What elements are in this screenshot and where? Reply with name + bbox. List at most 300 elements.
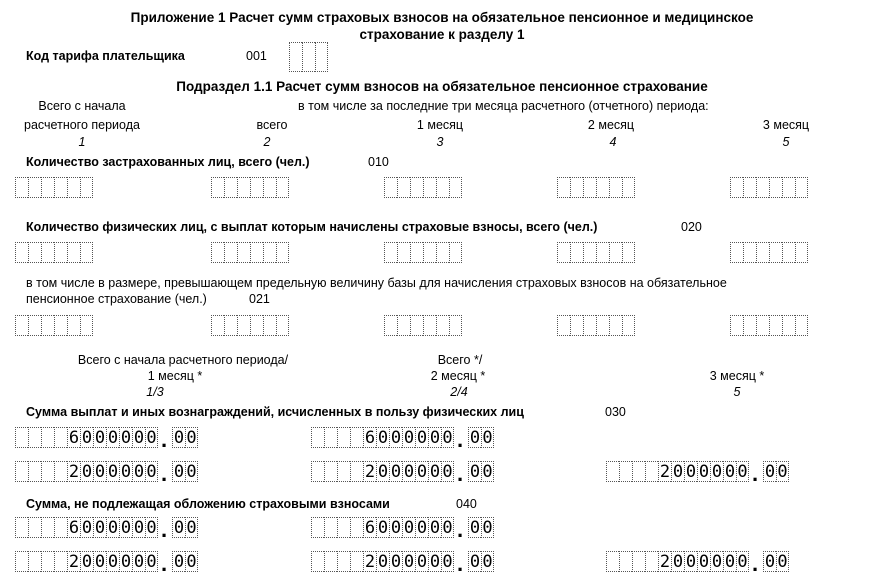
row030-col1-a-decimal[interactable] (172, 427, 198, 448)
input-cell[interactable] (350, 517, 363, 538)
row040-col2-a-decimal[interactable] (468, 517, 494, 538)
input-cell[interactable] (250, 315, 263, 336)
input-cell[interactable]: 2 (659, 552, 671, 572)
row020-inputs-col3[interactable] (384, 242, 462, 263)
input-cell[interactable]: 6 (364, 518, 376, 538)
input-cell[interactable] (41, 242, 54, 263)
row021-code: 021 (249, 292, 270, 306)
input-cell[interactable] (28, 551, 41, 572)
input-cell[interactable] (619, 461, 632, 482)
input-cell[interactable]: 0 (442, 462, 453, 482)
input-cell[interactable]: 0 (711, 462, 723, 482)
input-cell[interactable] (769, 315, 782, 336)
input-cell[interactable]: 0 (698, 552, 710, 572)
col2-3-line2: 3 месяц * (709, 369, 765, 383)
input-cell[interactable] (570, 177, 583, 198)
input-cell[interactable] (410, 315, 423, 336)
input-cell[interactable] (795, 315, 808, 336)
input-cell[interactable]: 0 (133, 462, 145, 482)
input-cell[interactable] (606, 551, 619, 572)
row010-inputs-col3[interactable] (384, 177, 462, 198)
decimal-separator: . (457, 551, 464, 576)
row010-inputs-col1[interactable] (15, 177, 93, 198)
input-cell[interactable] (80, 315, 93, 336)
col2-2-line2: 2 месяц * (430, 369, 486, 383)
input-cell[interactable]: 0 (133, 518, 145, 538)
input-cell[interactable] (782, 315, 795, 336)
input-cell[interactable]: 0 (777, 552, 788, 572)
decimal-separator: . (161, 551, 168, 576)
input-cell[interactable]: 0 (416, 518, 428, 538)
col-num-1: 1 (78, 135, 86, 149)
input-cell[interactable]: 0 (442, 428, 453, 448)
col-total-line1: Всего с начала (38, 99, 126, 113)
row040-col1-b-decimal[interactable] (172, 551, 198, 572)
input-cell[interactable] (315, 42, 328, 72)
input-cell[interactable] (337, 461, 350, 482)
input-cell[interactable] (609, 177, 622, 198)
row020-inputs-col2[interactable] (211, 242, 289, 263)
row040-code: 040 (456, 497, 477, 511)
input-cell[interactable] (583, 315, 596, 336)
tariff-label: Код тарифа плательщика (26, 49, 185, 63)
subsection-title: Подраздел 1.1 Расчет сумм взносов на обязательное пенсионное страхование (176, 79, 708, 94)
input-cell[interactable] (570, 242, 583, 263)
input-cell[interactable] (263, 315, 276, 336)
input-cell[interactable] (645, 461, 658, 482)
row020-inputs-col1[interactable] (15, 242, 93, 263)
input-cell[interactable] (410, 177, 423, 198)
input-cell[interactable] (632, 551, 645, 572)
input-cell[interactable] (54, 427, 67, 448)
input-cell[interactable] (41, 427, 54, 448)
col2-1-num: 1/3 (146, 385, 164, 399)
input-cell[interactable]: 0 (764, 552, 776, 572)
input-cell[interactable] (276, 177, 289, 198)
input-cell[interactable] (41, 177, 54, 198)
input-cell[interactable] (609, 315, 622, 336)
input-cell[interactable]: 0 (186, 462, 197, 482)
input-cell[interactable]: 0 (146, 428, 157, 448)
input-cell[interactable] (224, 315, 237, 336)
row021-inputs-col3[interactable] (384, 315, 462, 336)
input-cell[interactable]: 0 (724, 462, 736, 482)
row030-col2-b-integer[interactable] (311, 461, 454, 482)
input-cell[interactable]: 0 (146, 552, 157, 572)
input-cell[interactable]: 0 (403, 552, 415, 572)
input-cell[interactable]: 0 (724, 552, 736, 572)
input-cell[interactable] (632, 461, 645, 482)
input-cell[interactable] (54, 242, 67, 263)
input-cell[interactable] (41, 517, 54, 538)
input-cell[interactable]: 0 (685, 462, 697, 482)
input-cell[interactable] (410, 242, 423, 263)
input-cell[interactable]: 0 (120, 518, 132, 538)
input-cell[interactable]: 6 (364, 428, 376, 448)
input-cell[interactable] (557, 177, 570, 198)
input-cell[interactable]: 0 (107, 428, 119, 448)
input-cell[interactable] (41, 461, 54, 482)
input-cell[interactable] (384, 177, 397, 198)
input-cell[interactable] (276, 242, 289, 263)
row040-col3-b-integer[interactable] (606, 551, 749, 572)
input-cell[interactable] (609, 242, 622, 263)
input-cell[interactable] (276, 315, 289, 336)
input-cell[interactable] (645, 551, 658, 572)
tariff-code: 001 (246, 49, 267, 63)
input-cell[interactable]: 0 (120, 552, 132, 572)
input-cell[interactable]: 0 (186, 428, 197, 448)
input-cell[interactable] (756, 242, 769, 263)
input-cell[interactable] (311, 461, 324, 482)
input-cell[interactable] (237, 177, 250, 198)
input-cell[interactable] (324, 427, 337, 448)
input-cell[interactable] (622, 242, 635, 263)
input-cell[interactable] (324, 551, 337, 572)
input-cell[interactable] (311, 427, 324, 448)
input-cell[interactable] (67, 315, 80, 336)
input-cell[interactable]: 0 (672, 462, 684, 482)
input-cell[interactable] (449, 177, 462, 198)
input-cell[interactable]: 0 (390, 518, 402, 538)
row030-col1-a-integer[interactable] (15, 427, 158, 448)
input-cell[interactable]: 2 (659, 462, 671, 482)
input-cell[interactable] (782, 177, 795, 198)
input-cell[interactable] (237, 315, 250, 336)
decimal-separator: . (161, 517, 168, 542)
input-cell[interactable]: 0 (107, 552, 119, 572)
decimal-separator: . (161, 461, 168, 486)
input-cell[interactable]: 0 (81, 462, 93, 482)
input-cell[interactable]: 0 (173, 428, 185, 448)
input-cell[interactable] (54, 177, 67, 198)
input-cell[interactable] (80, 177, 93, 198)
input-cell[interactable] (730, 315, 743, 336)
input-cell[interactable]: 0 (737, 552, 748, 572)
input-cell[interactable] (15, 427, 28, 448)
input-cell[interactable] (423, 177, 436, 198)
row021-inputs-col5[interactable] (730, 315, 808, 336)
input-cell[interactable] (570, 315, 583, 336)
input-cell[interactable] (449, 315, 462, 336)
input-cell[interactable]: 0 (186, 552, 197, 572)
input-cell[interactable] (619, 551, 632, 572)
input-cell[interactable] (337, 551, 350, 572)
row020-inputs-col5[interactable] (730, 242, 808, 263)
row010-inputs-col2[interactable] (211, 177, 289, 198)
input-cell[interactable] (583, 242, 596, 263)
input-cell[interactable]: 0 (416, 462, 428, 482)
input-cell[interactable]: 2 (364, 552, 376, 572)
input-cell[interactable]: 0 (94, 428, 106, 448)
input-cell[interactable]: 0 (146, 518, 157, 538)
input-cell[interactable]: 0 (416, 552, 428, 572)
input-cell[interactable] (384, 242, 397, 263)
input-cell[interactable]: 0 (469, 552, 481, 572)
row030-col1-b-decimal[interactable] (172, 461, 198, 482)
input-cell[interactable]: 0 (81, 518, 93, 538)
row020-code: 020 (681, 220, 702, 234)
input-cell[interactable] (730, 177, 743, 198)
input-cell[interactable]: 0 (429, 518, 441, 538)
input-cell[interactable]: 2 (364, 462, 376, 482)
input-cell[interactable]: 0 (120, 428, 132, 448)
input-cell[interactable] (263, 242, 276, 263)
col-vsego: всего (256, 118, 288, 132)
col-month2: 2 месяц (587, 118, 635, 132)
input-cell[interactable] (224, 242, 237, 263)
input-cell[interactable]: 2 (68, 552, 80, 572)
input-cell[interactable] (557, 315, 570, 336)
decimal-separator: . (457, 461, 464, 486)
input-cell[interactable]: 0 (94, 552, 106, 572)
input-cell[interactable]: 0 (186, 518, 197, 538)
col2-1-line2: 1 месяц * (147, 369, 203, 383)
input-cell[interactable] (311, 517, 324, 538)
tariff-input[interactable] (289, 42, 328, 72)
col-num-4: 4 (609, 135, 617, 149)
row040-col2-b-integer[interactable] (311, 551, 454, 572)
input-cell[interactable]: 0 (377, 552, 389, 572)
input-cell[interactable] (302, 42, 315, 72)
input-cell[interactable]: 0 (94, 462, 106, 482)
input-cell[interactable] (324, 461, 337, 482)
input-cell[interactable]: 0 (777, 462, 788, 482)
input-cell[interactable] (211, 315, 224, 336)
input-cell[interactable]: 0 (390, 428, 402, 448)
input-cell[interactable] (769, 242, 782, 263)
input-cell[interactable] (15, 461, 28, 482)
input-cell[interactable] (67, 242, 80, 263)
input-cell[interactable] (67, 177, 80, 198)
input-cell[interactable]: 0 (469, 462, 481, 482)
input-cell[interactable]: 0 (685, 552, 697, 572)
row040-col1-a-integer[interactable] (15, 517, 158, 538)
row040-col1-a-decimal[interactable] (172, 517, 198, 538)
input-cell[interactable] (250, 242, 263, 263)
input-cell[interactable] (596, 177, 609, 198)
input-cell[interactable] (263, 177, 276, 198)
decimal-separator: . (457, 517, 464, 542)
input-cell[interactable]: 0 (146, 462, 157, 482)
col2-3-num: 5 (733, 385, 741, 399)
form-title-line1: Приложение 1 Расчет сумм страховых взносов на обязательное пенсионное и медицинское (130, 10, 754, 25)
input-cell[interactable] (756, 315, 769, 336)
row030-col2-a-decimal[interactable] (468, 427, 494, 448)
input-cell[interactable] (449, 242, 462, 263)
input-cell[interactable]: 0 (377, 462, 389, 482)
input-cell[interactable] (350, 427, 363, 448)
row020-inputs-col4[interactable] (557, 242, 635, 263)
input-cell[interactable] (237, 242, 250, 263)
input-cell[interactable] (324, 517, 337, 538)
input-cell[interactable] (397, 177, 410, 198)
input-cell[interactable] (15, 315, 28, 336)
input-cell[interactable] (622, 315, 635, 336)
row040-col1-b-integer[interactable] (15, 551, 158, 572)
input-cell[interactable] (743, 242, 756, 263)
row040-label: Сумма, не подлежащая обложению страховыми взносами (26, 497, 390, 511)
input-cell[interactable]: 6 (68, 428, 80, 448)
row030-col2-a-integer[interactable] (311, 427, 454, 448)
input-cell[interactable] (54, 551, 67, 572)
input-cell[interactable]: 0 (173, 462, 185, 482)
row010-inputs-col5[interactable] (730, 177, 808, 198)
input-cell[interactable] (782, 242, 795, 263)
input-cell[interactable]: 0 (764, 462, 776, 482)
input-cell[interactable] (337, 517, 350, 538)
input-cell[interactable]: 0 (133, 552, 145, 572)
input-cell[interactable] (28, 315, 41, 336)
input-cell[interactable] (41, 315, 54, 336)
input-cell[interactable] (436, 242, 449, 263)
input-cell[interactable] (756, 177, 769, 198)
col2-2-num: 2/4 (450, 385, 468, 399)
col-including: в том числе за последние три месяца расчетного (отчетного) периода: (298, 99, 709, 113)
row010-label: Количество застрахованных лиц, всего (чел.) (26, 155, 310, 169)
input-cell[interactable]: 0 (442, 518, 453, 538)
input-cell[interactable] (350, 551, 363, 572)
input-cell[interactable] (250, 177, 263, 198)
input-cell[interactable] (743, 177, 756, 198)
row021-inputs-col1[interactable] (15, 315, 93, 336)
input-cell[interactable] (436, 315, 449, 336)
input-cell[interactable]: 0 (94, 518, 106, 538)
input-cell[interactable]: 6 (68, 518, 80, 538)
input-cell[interactable] (54, 517, 67, 538)
input-cell[interactable] (743, 315, 756, 336)
input-cell[interactable] (28, 427, 41, 448)
input-cell[interactable]: 0 (403, 518, 415, 538)
row030-col2-b-decimal[interactable] (468, 461, 494, 482)
input-cell[interactable]: 0 (377, 428, 389, 448)
input-cell[interactable] (583, 177, 596, 198)
input-cell[interactable] (596, 242, 609, 263)
input-cell[interactable]: 0 (377, 518, 389, 538)
decimal-separator: . (161, 427, 168, 452)
input-cell[interactable] (28, 177, 41, 198)
input-cell[interactable] (596, 315, 609, 336)
input-cell[interactable]: 0 (469, 518, 481, 538)
input-cell[interactable] (15, 517, 28, 538)
row030-code: 030 (605, 405, 626, 419)
input-cell[interactable] (28, 517, 41, 538)
col-month1: 1 месяц (416, 118, 464, 132)
input-cell[interactable]: 0 (482, 462, 493, 482)
input-cell[interactable] (795, 242, 808, 263)
input-cell[interactable] (350, 461, 363, 482)
input-cell[interactable]: 0 (81, 552, 93, 572)
input-cell[interactable]: 0 (133, 428, 145, 448)
input-cell[interactable]: 0 (120, 462, 132, 482)
input-cell[interactable]: 0 (711, 552, 723, 572)
input-cell[interactable]: 0 (107, 462, 119, 482)
input-cell[interactable] (28, 461, 41, 482)
input-cell[interactable] (80, 242, 93, 263)
input-cell[interactable] (622, 177, 635, 198)
input-cell[interactable] (397, 242, 410, 263)
decimal-separator: . (457, 427, 464, 452)
row030-label: Сумма выплат и иных вознаграждений, исчисленных в пользу физических лиц (26, 405, 524, 419)
input-cell[interactable] (289, 42, 302, 72)
input-cell[interactable] (28, 242, 41, 263)
input-cell[interactable] (54, 461, 67, 482)
input-cell[interactable] (54, 315, 67, 336)
input-cell[interactable] (423, 242, 436, 263)
input-cell[interactable]: 0 (672, 552, 684, 572)
input-cell[interactable] (311, 551, 324, 572)
row021-inputs-col2[interactable] (211, 315, 289, 336)
col2-2-line1: Всего */ (437, 353, 483, 367)
input-cell[interactable]: 0 (173, 518, 185, 538)
col2-1-line1: Всего с начала расчетного периода/ (77, 353, 289, 367)
col-total-line2: расчетного периода (24, 118, 140, 132)
input-cell[interactable] (769, 177, 782, 198)
row010-inputs-col4[interactable] (557, 177, 635, 198)
input-cell[interactable] (337, 427, 350, 448)
row021-label-line2: пенсионное страхование (чел.) (26, 292, 207, 306)
input-cell[interactable]: 0 (482, 552, 493, 572)
input-cell[interactable] (397, 315, 410, 336)
input-cell[interactable] (384, 315, 397, 336)
row030-col3-b-decimal[interactable] (763, 461, 789, 482)
row040-col2-b-decimal[interactable] (468, 551, 494, 572)
input-cell[interactable] (15, 551, 28, 572)
row010-code: 010 (368, 155, 389, 169)
input-cell[interactable] (423, 315, 436, 336)
row030-col3-b-integer[interactable] (606, 461, 749, 482)
input-cell[interactable]: 2 (68, 462, 80, 482)
row030-col1-b-integer[interactable] (15, 461, 158, 482)
input-cell[interactable]: 0 (429, 552, 441, 572)
input-cell[interactable] (41, 551, 54, 572)
input-cell[interactable]: 0 (390, 462, 402, 482)
row021-inputs-col4[interactable] (557, 315, 635, 336)
input-cell[interactable]: 0 (482, 518, 493, 538)
input-cell[interactable]: 0 (698, 462, 710, 482)
input-cell[interactable]: 0 (469, 428, 481, 448)
input-cell[interactable] (211, 242, 224, 263)
input-cell[interactable]: 0 (429, 462, 441, 482)
col-num-5: 5 (782, 135, 790, 149)
col-num-2: 2 (263, 135, 271, 149)
row040-col3-b-decimal[interactable] (763, 551, 789, 572)
input-cell[interactable] (15, 177, 28, 198)
input-cell[interactable]: 0 (390, 552, 402, 572)
input-cell[interactable] (15, 242, 28, 263)
input-cell[interactable]: 0 (403, 428, 415, 448)
input-cell[interactable] (224, 177, 237, 198)
input-cell[interactable] (795, 177, 808, 198)
decimal-separator: . (752, 551, 759, 576)
input-cell[interactable]: 0 (403, 462, 415, 482)
input-cell[interactable]: 0 (107, 518, 119, 538)
input-cell[interactable]: 0 (81, 428, 93, 448)
input-cell[interactable] (436, 177, 449, 198)
input-cell[interactable] (211, 177, 224, 198)
input-cell[interactable]: 0 (442, 552, 453, 572)
input-cell[interactable]: 0 (173, 552, 185, 572)
row040-col2-a-integer[interactable] (311, 517, 454, 538)
input-cell[interactable] (557, 242, 570, 263)
input-cell[interactable]: 0 (737, 462, 748, 482)
input-cell[interactable] (606, 461, 619, 482)
input-cell[interactable] (730, 242, 743, 263)
input-cell[interactable]: 0 (482, 428, 493, 448)
col-month3: 3 месяц (762, 118, 810, 132)
input-cell[interactable]: 0 (416, 428, 428, 448)
input-cell[interactable]: 0 (429, 428, 441, 448)
